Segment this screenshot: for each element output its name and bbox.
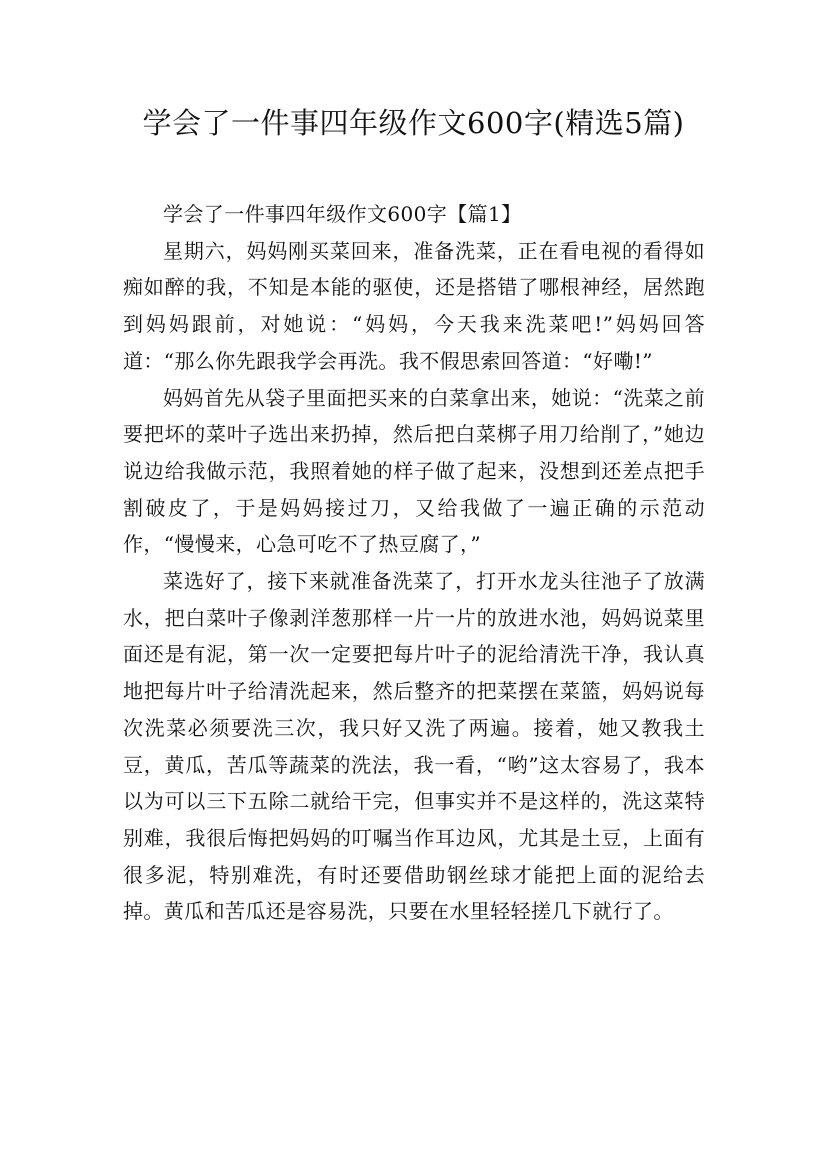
document-body [123, 196, 705, 930]
paragraph: 妈妈首先从袋子里面把买来的白菜拿出来，她说：“洗菜之前要把坏的菜叶子选出来扔掉，然后把白菜梆子用刀给削了，”她边说边给我做示范，我照着她的样子做了起来，没想到还差点把手割破皮了，于是妈妈接过刀，又给我做了一遍正确的示范动作，“慢慢来，心急可吃不了热豆腐了，” [123, 385, 705, 557]
section-heading: 学会了一件事四年级作文600字【篇1】 [163, 202, 522, 226]
document-title: 学会了一件事四年级作文600字(精选5篇) [142, 106, 685, 140]
paragraph: 星期六，妈妈刚买菜回来，准备洗菜，正在看电视的看得如痴如醉的我，不知是本能的驱使，还是搭错了哪根神经，居然跑到妈妈跟前，对她说：“妈妈，今天我来洗菜吧!”妈妈回答道：“那么你先跟我学会再洗。我不假思索回答道：“好嘞!” [123, 238, 705, 373]
paragraph: 菜选好了，接下来就准备洗菜了，打开水龙头往池子了放满水，把白菜叶子像剥洋葱那样一片一片的放进水池，妈妈说菜里面还是有泥，第一次一定要把每片叶子的泥给清洗干净，我认真地把每片叶子给清洗起来，然后整齐的把菜摆在菜篮，妈妈说每次洗菜必须要洗三次，我只好又洗了两遍。接着，她又教我土豆，黄瓜，苦瓜等蔬菜的洗法，我一看，“哟”这太容易了，我本以为可以三下五除二就给干完，但事实并不是这样的，洗这菜特别难，我很后悔把妈妈的叮嘱当作耳边风，尤其是土豆，上面有很多泥，特别难洗，有时还要借助钢丝球才能把上面的泥给去掉。黄瓜和苦瓜还是容易洗，只要在水里轻轻搓几下就行了。 [123, 569, 705, 924]
